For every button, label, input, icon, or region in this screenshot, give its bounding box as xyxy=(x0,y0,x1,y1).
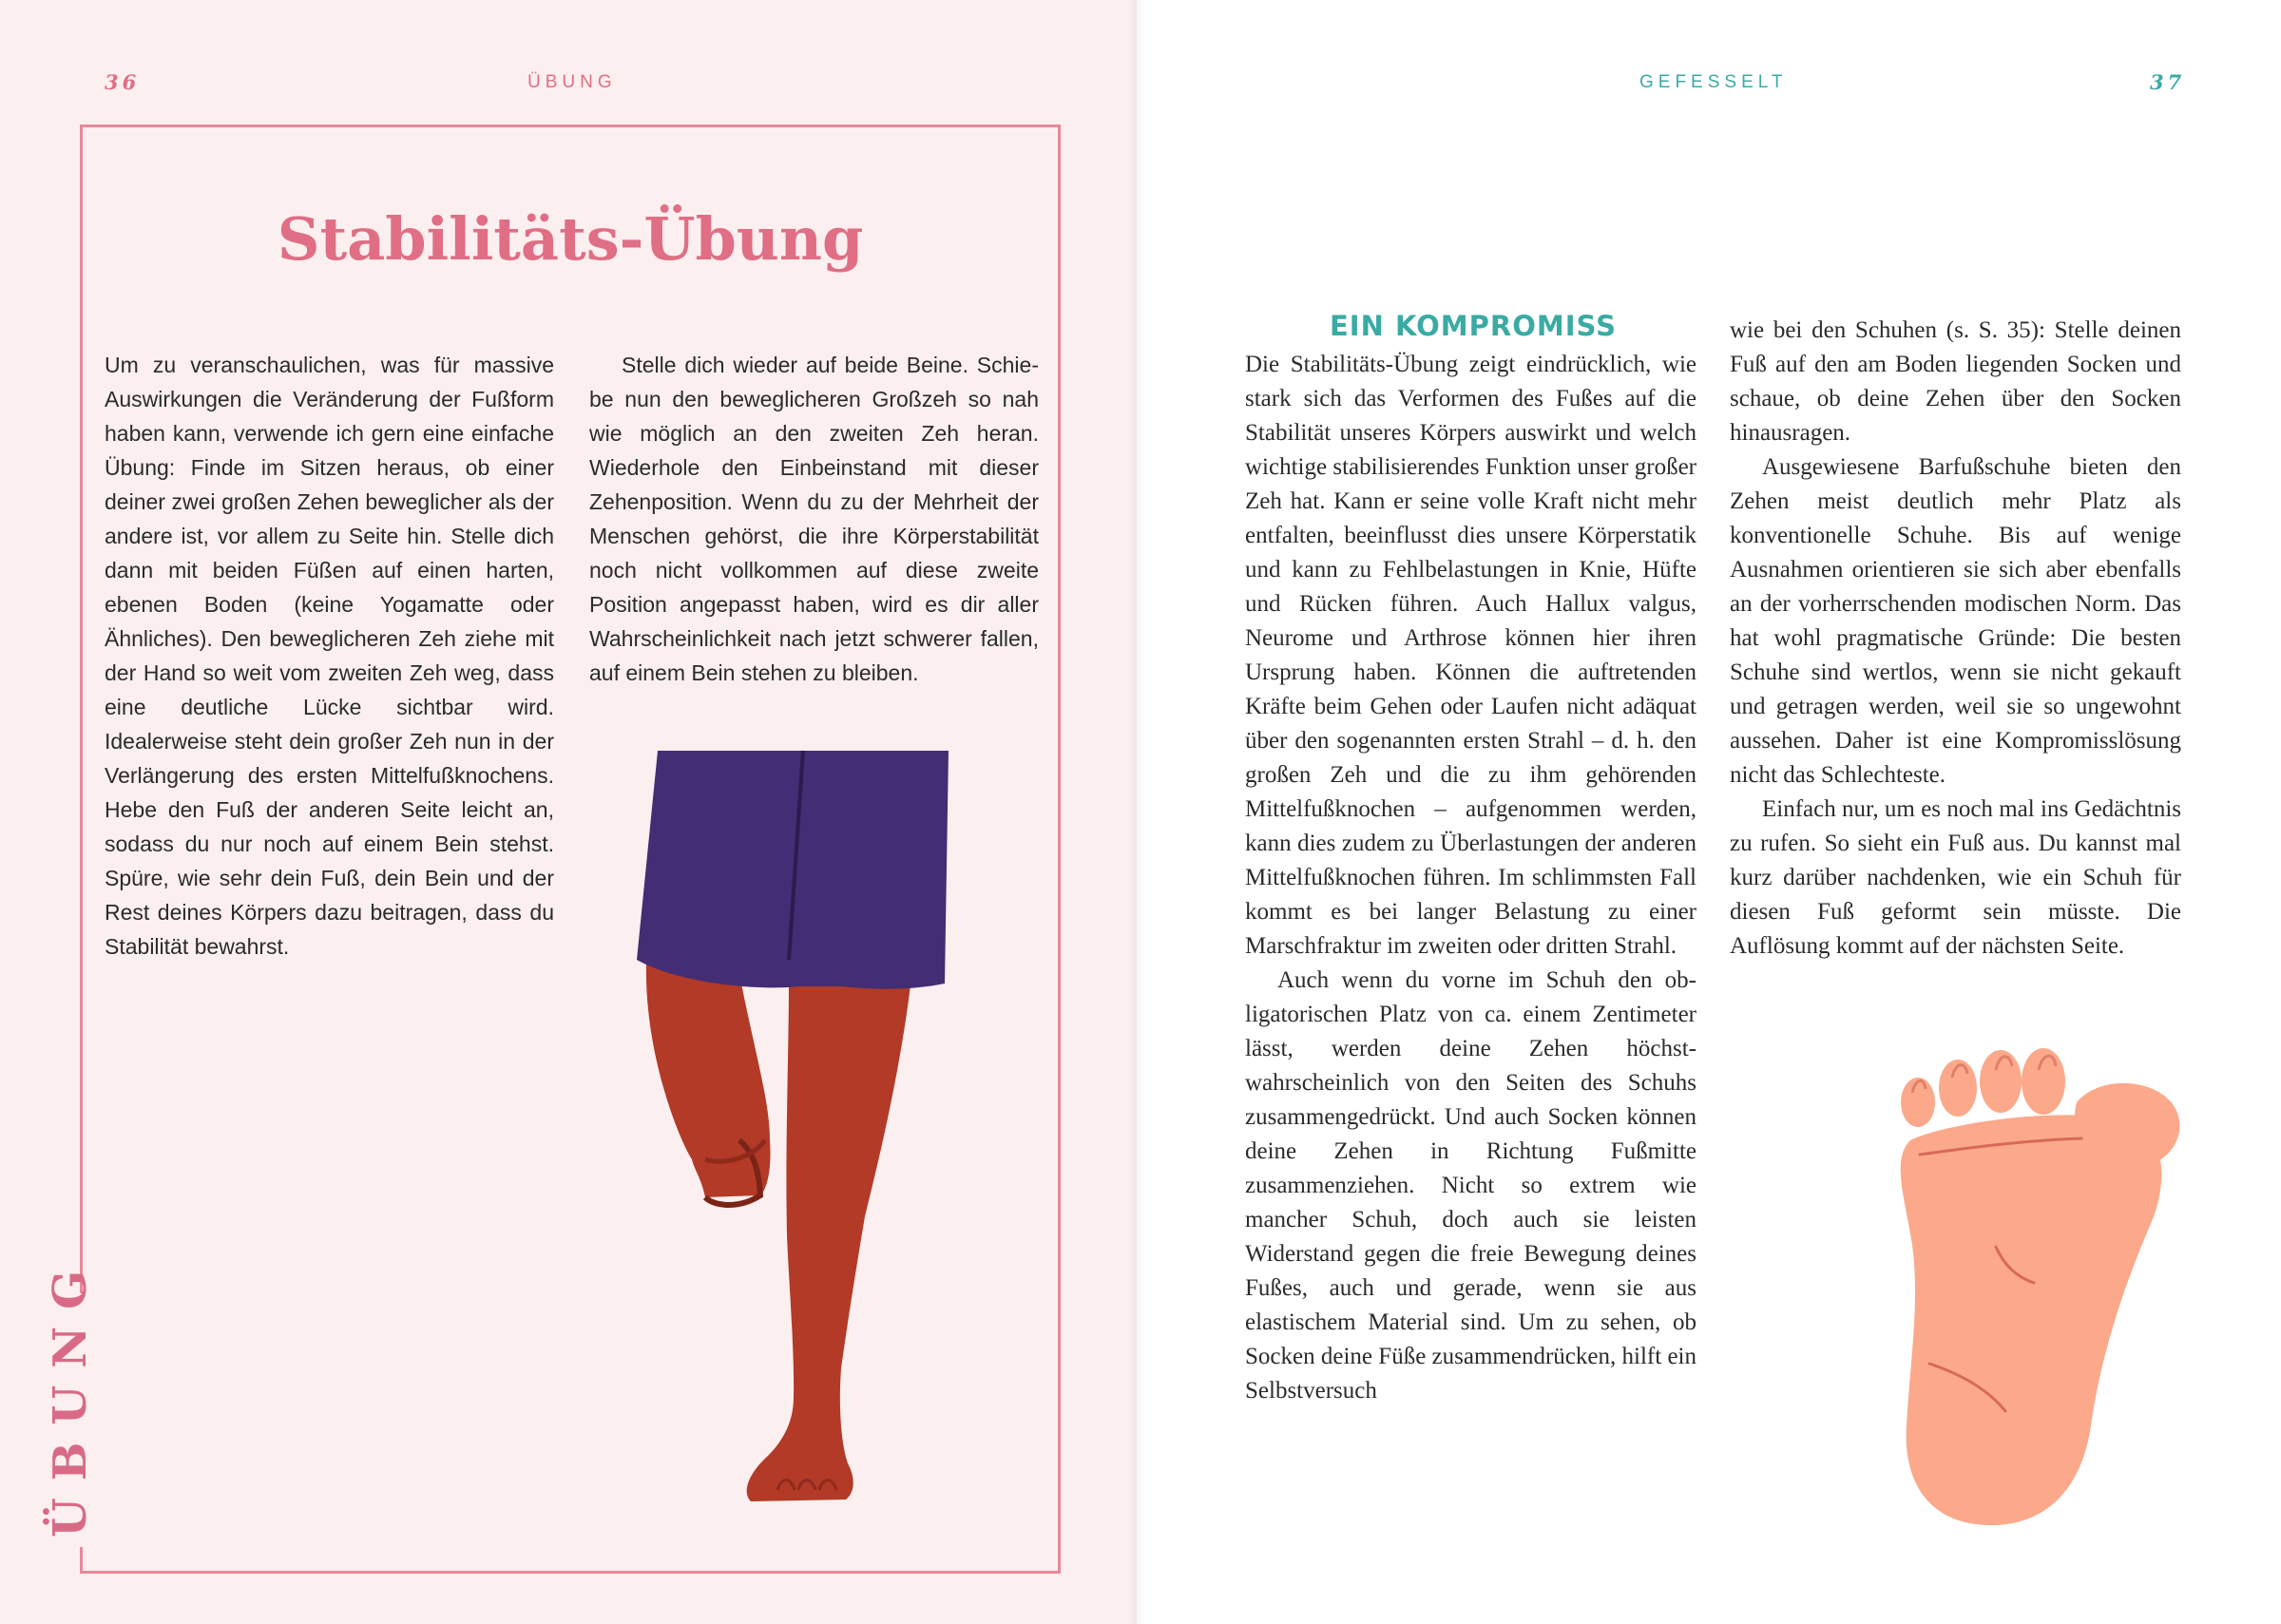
frame-border-right xyxy=(1058,124,1061,1574)
shorts xyxy=(637,751,949,989)
text-column-right-2 xyxy=(1730,314,2181,964)
side-section-label: ÜBUNG xyxy=(44,1252,97,1538)
paragraph: Um zu veranschaulichen, was für massive Auswirkungen die Veränderung der Fußform haben kann, verwende ich gern eine einfache Übung: Finde im Sitzen heraus, ob einer deiner zwei großen Zehen beweglicher als der andere ist, vor allem zu Seite hin. Stelle dich dann mit beiden Füßen auf einen harten, ebenen Boden (keine Yogamatte oder Ähnliches). Den beweglicheren Zeh ziehe mit der Hand so weit vom zweiten Zeh weg, dass eine deutliche Lücke sichtbar wird. Idealerweise steht dein großer Zeh nun in der Verlängerung des ersten Mittelfußknochens. Hebe den Fuß der anderen Seite leicht an, sodass du nur noch auf einem Bein stehst. Spüre, wie sehr dein Fuß, dein Bein und der Rest deines Körpers dazu beitragen, dass du Stabilität bewahrst. xyxy=(105,353,554,959)
frame-border-left xyxy=(80,124,83,1293)
page-title: Stabilitäts-Übung xyxy=(277,204,864,274)
text-column-right-1 xyxy=(1245,348,1696,1408)
foot-sole-illustration xyxy=(1853,1045,2195,1539)
paragraph: Stelle dich wieder auf beide Beine. Schiebe nun den beweglicheren Großzeh so nah wie möglich an den zweiten Zeh heran. Wiederhole den Einbeinstand mit dieser Zehenposition. Wenn du zu der Mehrheit der Menschen gehörst, die ihre Körperstabilität noch nicht vollkommen auf diese zweite Position angepasst haben, wird es dir aller Wahrscheinlichkeit nach jetzt schwerer fallen, auf einem Bein stehen zu bleiben. xyxy=(589,353,1039,685)
paragraph: Die Stabilitäts-Übung zeigt eindrücklich, wie stark sich das Verformen des Fußes auf die Stabilität unseres Körpers auswirkt und welch wichtige stabilisierendes Funktion unser großer Zeh hat. Kann er seine volle Kraft nicht mehr entfalten, beeinflusst dies unsere Körperstatik und kann zu Fehlbelastungen in Knie, Hüfte und Rücken führen. Auch Hallux valgus, Neurome und Arthrose können hier ihren Ursprung haben. Können die auftretenden Kräfte beim Gehen oder Laufen nicht adäquat über den sogenannten ersten Strahl – d. h. den großen Zeh und die zu ihm gehörenden Mittelfußknochen – aufgenommen werden, kann dies zudem zu Überlastungen der anderen Mittelfußknochen führen. Im schlimmsten Fall kommt es bei langer Belastung zu einer Marschfraktur im zweiten oder dritten Strahl. xyxy=(1245,352,1696,959)
book-spine xyxy=(1127,0,1146,1624)
toe-little xyxy=(1901,1078,1935,1127)
frame-border-bottom xyxy=(80,1571,1061,1574)
text-column-left-1 xyxy=(105,348,554,964)
toe-fourth xyxy=(1939,1060,1977,1117)
frame-border-left-lower xyxy=(80,1547,83,1574)
sole xyxy=(1901,1115,2162,1525)
standing-leg xyxy=(747,969,912,1501)
page-number-left: 36 xyxy=(105,70,141,94)
frame-border-top xyxy=(80,124,1061,127)
paragraph: Einfach nur, um es noch mal ins Gedächtnis zu rufen. So sieht ein Fuß aus. Du kannst mal kurz darüber nachdenken, wie ein Schuh für diesen Fuß geformt sein müsste. Die Auflösung kommt auf der nächsten Seite. xyxy=(1730,796,2181,959)
running-head-right: GEFESSELT xyxy=(1639,72,1788,92)
running-head-left: ÜBUNG xyxy=(527,72,617,92)
paragraph: wie bei den Schuhen (s. S. 35): Stelle deinen Fuß auf den am Boden liegenden Socken und schaue, ob deine Zehen über den Socken hinausragen. xyxy=(1730,317,2181,446)
section-heading: EIN KOMPROMISS xyxy=(1329,310,1617,342)
paragraph: Auch wenn du vorne im Schuh den obligatorischen Platz von ca. einem Zentimeter lässt, werden deine Zehen höchstwahrscheinlich von den Seiten des Schuhs zusammengedrückt. Und auch Socken können deine Zehen in Richtung Fußmitte zusammenziehen. Nicht so extrem wie mancher Schuh, doch auch sie leisten Widerstand gegen die freie Bewegung deines Fußes, auch und gerade, wenn sie aus elastischem Material sind. Um zu sehen, ob Socken deine Füße zusammendrücken, hilft ein Selbstversuch xyxy=(1245,967,1696,1404)
paragraph: Ausgewiesene Barfußschuhe bieten den Zehen meist deutlich mehr Platz als konventionelle Schuhe. Bis auf wenige Ausnahmen orientieren sie sich aber ebenfalls an der vorherrschenden modischen Norm. Das hat wohl pragmatische Gründe: Die besten Schuhe sind wertlos, wenn sie nicht gekauft und getragen werden, weil sie so ungewohnt aussehen. Daher ist eine Kompromisslösung nicht das Schlechteste. xyxy=(1730,454,2181,788)
one-leg-stance-illustration xyxy=(627,741,969,1520)
text-column-left-2 xyxy=(589,348,1039,690)
page-number-right: 37 xyxy=(2150,70,2186,94)
